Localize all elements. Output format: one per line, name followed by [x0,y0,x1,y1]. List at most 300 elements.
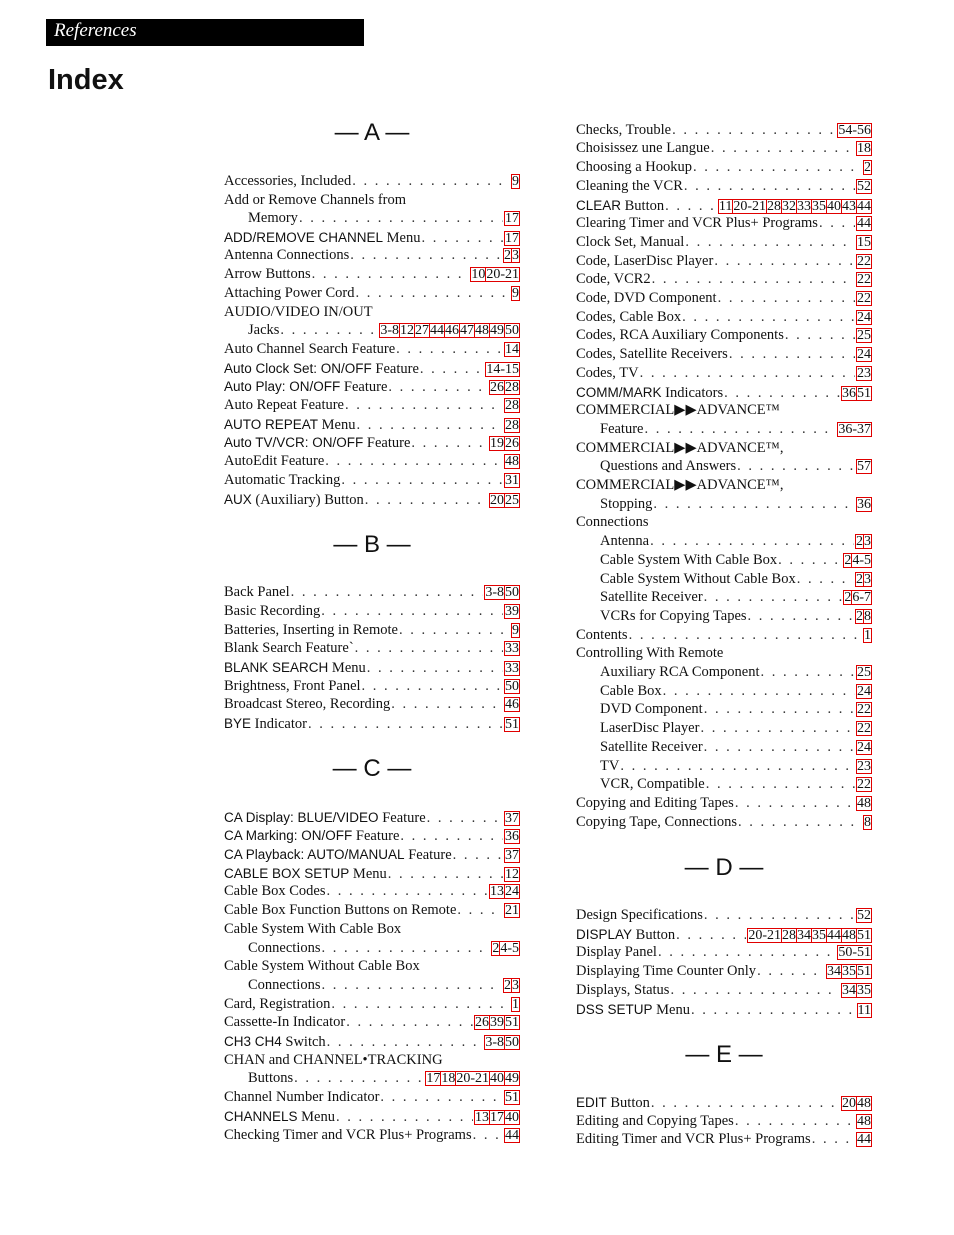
page-link[interactable]: 3-8 [485,585,504,600]
entry-term [224,658,366,678]
page-link[interactable]: 11 [718,199,733,214]
page-refs [856,665,872,680]
page-link[interactable]: 40 [505,1110,519,1125]
page-link[interactable]: 34 [827,964,841,979]
entry-term-part: Feature [378,810,426,826]
page-link[interactable]: 48 [505,454,519,469]
entry-term [224,583,290,602]
page-link[interactable]: 48 [857,796,871,811]
page-link[interactable]: 26 [475,1015,489,1030]
page-link[interactable]: 2 [856,534,863,549]
entry-term-part: DVD Component [600,701,703,717]
entry-term-part: Auto Play: ON/OFF [224,379,341,394]
index-entry [224,1126,520,1145]
page-link[interactable]: 51 [857,964,871,979]
entry-term [576,139,710,158]
entry-term-part: AUX [224,492,252,507]
page-link[interactable]: 51 [505,717,519,732]
dot-leader [651,1094,840,1113]
index-subentry [600,588,872,607]
entry-term [576,196,664,216]
entry-term-part: Satellite Receiver [600,589,703,605]
entry-term [576,289,717,308]
dot-leader [663,682,855,701]
page-link[interactable]: 17 [505,211,519,226]
page-link[interactable]: 17 [490,1110,504,1125]
page-link[interactable]: 51 [505,1090,519,1105]
page-link[interactable]: 26 [490,380,504,395]
page-link[interactable]: 9 [512,623,519,638]
entry-term [576,925,675,945]
entry-term-part: Buttons [248,1070,294,1086]
page-link[interactable]: 1 [512,997,519,1012]
page-link[interactable]: 2 [504,248,511,263]
page-link[interactable]: 24 [857,684,871,699]
page-link[interactable]: 24 [857,310,871,325]
page-link[interactable]: 50-51 [838,945,871,960]
page-link[interactable]: 43 [842,199,856,214]
page-link[interactable]: 18 [857,141,871,156]
page-link[interactable]: 25 [857,328,871,343]
page-link[interactable]: 49 [490,323,504,338]
index-entry [224,658,520,677]
page-link[interactable]: 3-8 [485,1035,504,1050]
entry-term [248,976,321,995]
index-entry [576,1000,872,1019]
page-link[interactable]: 10 [471,267,486,282]
page-link[interactable]: 27 [415,323,429,338]
dot-leader [388,378,488,397]
page-link[interactable]: 28 [782,928,796,943]
index-subentry [600,607,872,626]
page-link[interactable]: 39 [490,1015,504,1030]
entry-term [224,845,452,865]
page-link[interactable]: 20 [842,1096,856,1111]
index-heading [224,303,520,322]
index-subentry [600,532,872,551]
entry-term [224,490,364,510]
page-refs [504,829,520,844]
dot-leader [748,607,854,626]
entry-term-part: Questions and Answers [600,458,737,474]
dot-leader [706,775,855,794]
page-link[interactable]: 22 [857,721,871,736]
page-link[interactable]: 28 [505,418,519,433]
page-link[interactable]: 14 [505,342,519,357]
entry-term-part: ▶▶ [674,440,697,456]
page-link[interactable]: 48 [857,1096,871,1111]
page-link[interactable]: 28 [505,380,519,395]
entry-term-part: Auto Clock Set: ON/OFF [224,361,372,376]
page-link[interactable]: 3 [864,572,871,587]
page-refs [474,1015,520,1030]
page-link[interactable]: 22 [857,254,871,269]
entry-term [576,962,756,981]
page-link[interactable]: 6-7 [852,590,871,605]
page-link[interactable]: 22 [857,777,871,792]
page-link[interactable]: 44 [857,216,871,231]
index-entry [576,1112,872,1131]
page-refs [511,174,520,189]
page-link[interactable]: 48 [475,323,489,338]
page-link[interactable]: 52 [857,908,871,923]
entry-term-part: Add or Remove Channels from [224,192,407,208]
page-link[interactable]: 37 [505,848,519,863]
dot-leader [785,326,855,345]
index-entry [224,377,520,396]
entry-term [224,433,410,453]
index-entry [576,214,872,233]
page-link[interactable]: 50 [505,1035,519,1050]
page-link[interactable]: 20 [490,493,504,508]
index-entry [224,602,520,621]
page-link[interactable]: 2 [492,941,500,956]
page-link[interactable]: 20-21 [456,1071,489,1086]
page-link[interactable]: 17 [426,1071,441,1086]
index-subentry [248,976,520,995]
entry-term-part: Menu [328,660,366,676]
entry-term-part: Displaying Time Counter Only [576,963,757,979]
entry-term [224,639,354,658]
entry-term-part: (Auxiliary) Button [251,492,364,508]
entry-term-part: Button [632,927,676,943]
page-link[interactable]: 23 [857,759,871,774]
entry-term-part: Code, VCR2 [576,271,651,287]
entry-term [224,284,354,303]
page-link[interactable]: 20-21 [486,267,519,282]
page-link[interactable]: 11 [857,1003,871,1018]
dot-leader [322,976,503,995]
page-link[interactable]: 9 [512,174,519,189]
page-link[interactable]: 3 [864,534,871,549]
index-entry [224,583,520,602]
dot-leader [299,209,503,228]
page-link[interactable]: 44 [505,1128,519,1143]
page-link[interactable]: 46 [505,697,519,712]
index-entry [224,359,520,378]
dot-leader [367,659,503,678]
entry-term [576,252,713,271]
entry-term-part: Card, Registration [224,996,331,1012]
entry-term-part: Cable System Without Cable Box [224,958,420,974]
entry-term-part: DISPLAY [576,927,633,942]
entry-term-part: Display Panel [576,944,657,960]
entry-term [224,1126,472,1145]
page-refs [504,811,520,826]
entry-term-part: BYE [224,716,252,731]
page-refs [504,342,520,357]
entry-term [224,359,419,379]
page-link[interactable]: 25 [857,665,871,680]
dot-leader [778,551,842,570]
page-refs [484,1035,520,1050]
page-refs [747,928,872,943]
page-link[interactable]: 2 [856,609,863,624]
entry-term [224,415,356,435]
page-link[interactable]: 3 [512,248,519,263]
entry-term-part: Channel Number Indicator [224,1089,380,1105]
page-link[interactable]: 3-8 [380,323,399,338]
page-link[interactable]: 22 [857,291,871,306]
entry-term [224,864,387,884]
index-subentry [600,757,872,776]
page-link[interactable]: 35 [857,983,871,998]
page-link[interactable]: 34 [797,928,811,943]
page-link[interactable]: 4-5 [500,941,519,956]
page-link[interactable]: 22 [857,272,871,287]
entry-term-part: Antenna [600,533,650,549]
page-refs [856,272,872,287]
entry-term [224,1013,345,1032]
entry-term-part: Editing and Copying Tapes [576,1113,734,1129]
dot-leader [453,846,503,865]
page-refs [856,328,872,343]
index-entry [576,943,872,962]
entry-term [224,901,456,920]
entry-term-part: and [265,1052,294,1068]
page-refs [837,123,872,138]
page-refs [855,609,872,624]
page-link[interactable]: 1 [864,628,871,643]
page-link[interactable]: 9 [512,286,519,301]
page-link[interactable]: 24 [857,740,871,755]
index-subentry [248,1069,520,1088]
letter-heading: — A — [334,119,410,146]
entry-term [576,326,784,345]
entry-term-part: Cleaning the VCR [576,178,683,194]
page-link[interactable]: 48 [857,1114,871,1129]
page-link[interactable]: 20-21 [748,928,781,943]
page-link[interactable]: 15 [857,235,871,250]
entry-term-part: COMMERCIAL [576,402,675,418]
dot-leader [718,289,855,308]
page-link[interactable]: 19 [490,436,504,451]
dot-leader [355,284,510,303]
page-link[interactable]: 36 [842,386,856,401]
page-refs [504,679,520,694]
page-link[interactable]: 50 [505,585,519,600]
entry-term-part: Copying Tape, Connections [576,814,738,830]
page-link[interactable]: 13 [475,1110,489,1125]
entry-term [576,981,669,1000]
page-link[interactable]: 51 [857,386,871,401]
entry-term [224,265,311,284]
index-entry [224,228,520,247]
dot-leader [819,214,855,233]
page-link[interactable]: 3 [512,978,519,993]
index-entry [576,962,872,981]
page-link[interactable]: 50 [505,323,519,338]
index-heading [576,476,872,495]
page-refs [856,1114,872,1129]
page-refs [856,216,872,231]
page-refs [841,1096,872,1111]
entry-term-part: ADVANCE™, [696,440,784,456]
page-link[interactable]: 8 [864,815,871,830]
index-entry [224,265,520,284]
entry-term-part: Cable System Without Cable Box [600,571,796,587]
page-link[interactable]: 32 [782,199,796,214]
index-subentry [600,420,872,439]
entry-term-part: Cable System With Cable Box [600,552,778,568]
entry-term-part: Indicator [251,716,307,732]
page-link[interactable]: 2 [844,590,852,605]
page-link[interactable]: 36 [505,829,519,844]
dot-leader [280,321,378,340]
page-link[interactable]: 36-37 [838,422,871,437]
letter-heading: — C — [332,755,412,782]
page-link[interactable]: 51 [857,928,871,943]
page-link[interactable]: 33 [505,641,519,656]
page-link[interactable]: 20-21 [733,199,766,214]
page-link[interactable]: 48 [842,928,856,943]
entry-term-part: Menu [297,1109,335,1125]
dot-leader [345,396,503,415]
page-link[interactable]: 44 [857,199,871,214]
page-refs [856,291,872,306]
page-link[interactable]: 28 [505,398,519,413]
page-refs [863,815,872,830]
page-link[interactable]: 26 [505,436,519,451]
index-entry [576,1130,872,1149]
page-link[interactable]: 51 [505,1015,519,1030]
page-link[interactable]: 40 [490,1071,504,1086]
page-link[interactable]: 2 [864,160,871,175]
page-link[interactable]: 2 [504,978,511,993]
page-link[interactable]: 23 [857,366,871,381]
page-link[interactable]: 35 [842,964,856,979]
page-link[interactable]: 22 [857,702,871,717]
index-entry [576,981,872,1000]
dot-leader [737,457,855,476]
dot-leader [812,1130,855,1149]
index-entry [224,172,520,191]
page-link[interactable]: 35 [812,928,826,943]
page-link[interactable]: 40 [827,199,841,214]
page-link[interactable]: 12 [400,323,414,338]
page-link[interactable]: 24 [857,347,871,362]
entry-term [224,1088,379,1107]
entry-term [576,943,657,962]
index-entry [224,808,520,827]
index-subentry [600,457,872,476]
index-heading [576,513,872,532]
page-link[interactable]: 12 [505,867,519,882]
page-refs [856,459,872,474]
entry-term [224,340,395,359]
entry-term-part: Automatic Tracking [224,472,341,488]
entry-term-part: Accessories, Included [224,173,352,189]
entry-term-part: Checking Timer and VCR Plus+ Programs [224,1127,472,1143]
index-entry [224,864,520,883]
page-link[interactable]: 17 [505,231,519,246]
page-link[interactable]: 4-5 [852,553,871,568]
page-refs [485,362,520,377]
page-link[interactable]: 46 [445,323,459,338]
page-link[interactable]: 39 [505,604,519,619]
entry-term-part: Feature [363,435,411,451]
page-refs [856,310,872,325]
page-link[interactable]: 8 [864,609,871,624]
page-link[interactable]: 33 [797,199,811,214]
page-link[interactable]: 44 [857,1132,871,1147]
entry-term [600,719,699,738]
dot-leader [380,1088,503,1107]
page-link[interactable]: 34 [842,983,856,998]
entry-term [600,775,705,794]
index-subentry [600,775,872,794]
page-link[interactable]: 13 [490,884,504,899]
page-link[interactable]: 31 [505,473,519,488]
index-subentry [600,570,872,589]
page-link[interactable]: 35 [812,199,826,214]
page-link[interactable]: 44 [430,323,444,338]
page-refs [504,717,520,732]
page-link[interactable]: 33 [505,661,519,676]
page-refs [504,211,520,226]
page-refs [843,553,872,568]
page-link[interactable]: 24 [505,884,519,899]
entry-term-part: Menu [652,1002,690,1018]
entry-term [224,246,349,265]
page-link[interactable]: 21 [505,903,519,918]
page-link[interactable]: 50 [505,679,519,694]
page-refs [856,759,872,774]
dot-leader [704,588,843,607]
page-link[interactable]: 47 [460,323,474,338]
page-link[interactable]: 36 [857,497,871,512]
page-link[interactable]: 44 [827,928,841,943]
index-entry [576,196,872,215]
index-entry [576,233,872,252]
entry-term-part: ADVANCE™, [696,477,784,493]
page-link[interactable]: 49 [505,1071,519,1086]
page-link[interactable]: 57 [857,459,871,474]
page-link[interactable]: 18 [441,1071,456,1086]
page-refs [843,590,872,605]
page-refs [504,473,520,488]
page-link[interactable]: 52 [857,179,871,194]
entry-term-part: Auxiliary RCA Component [600,664,760,680]
page-link[interactable]: 54-56 [838,123,871,138]
page-link[interactable]: 14-15 [486,362,519,377]
page-refs [511,286,520,301]
entry-term-part: Menu [318,417,356,433]
entry-term [224,808,426,828]
index-entry [224,882,520,901]
page-link[interactable]: 2 [856,572,863,587]
entry-term-part: CHANNEL•TRACKING [293,1052,443,1068]
entry-term-part: Connections [576,514,649,530]
dot-leader [308,715,503,734]
page-link[interactable]: 2 [844,553,852,568]
page-refs [856,497,872,512]
entry-term-part: CHANNELS [224,1109,298,1124]
entry-term-part: AUDIO/VIDEO IN/OUT [224,304,373,320]
page-link[interactable]: 28 [767,199,781,214]
entry-term-part: Choosing a Hookup [576,159,692,175]
dot-leader [711,139,855,158]
entry-term-part: Broadcast Stereo, Recording [224,696,391,712]
entry-term-part: Memory [248,210,298,226]
page-refs [841,386,872,401]
page-refs [511,623,520,638]
entry-term-part: Code, DVD Component [576,290,717,306]
page-link[interactable]: 25 [505,493,519,508]
page-link[interactable]: 37 [505,811,519,826]
index-entry [576,121,872,140]
entry-term [600,532,649,551]
